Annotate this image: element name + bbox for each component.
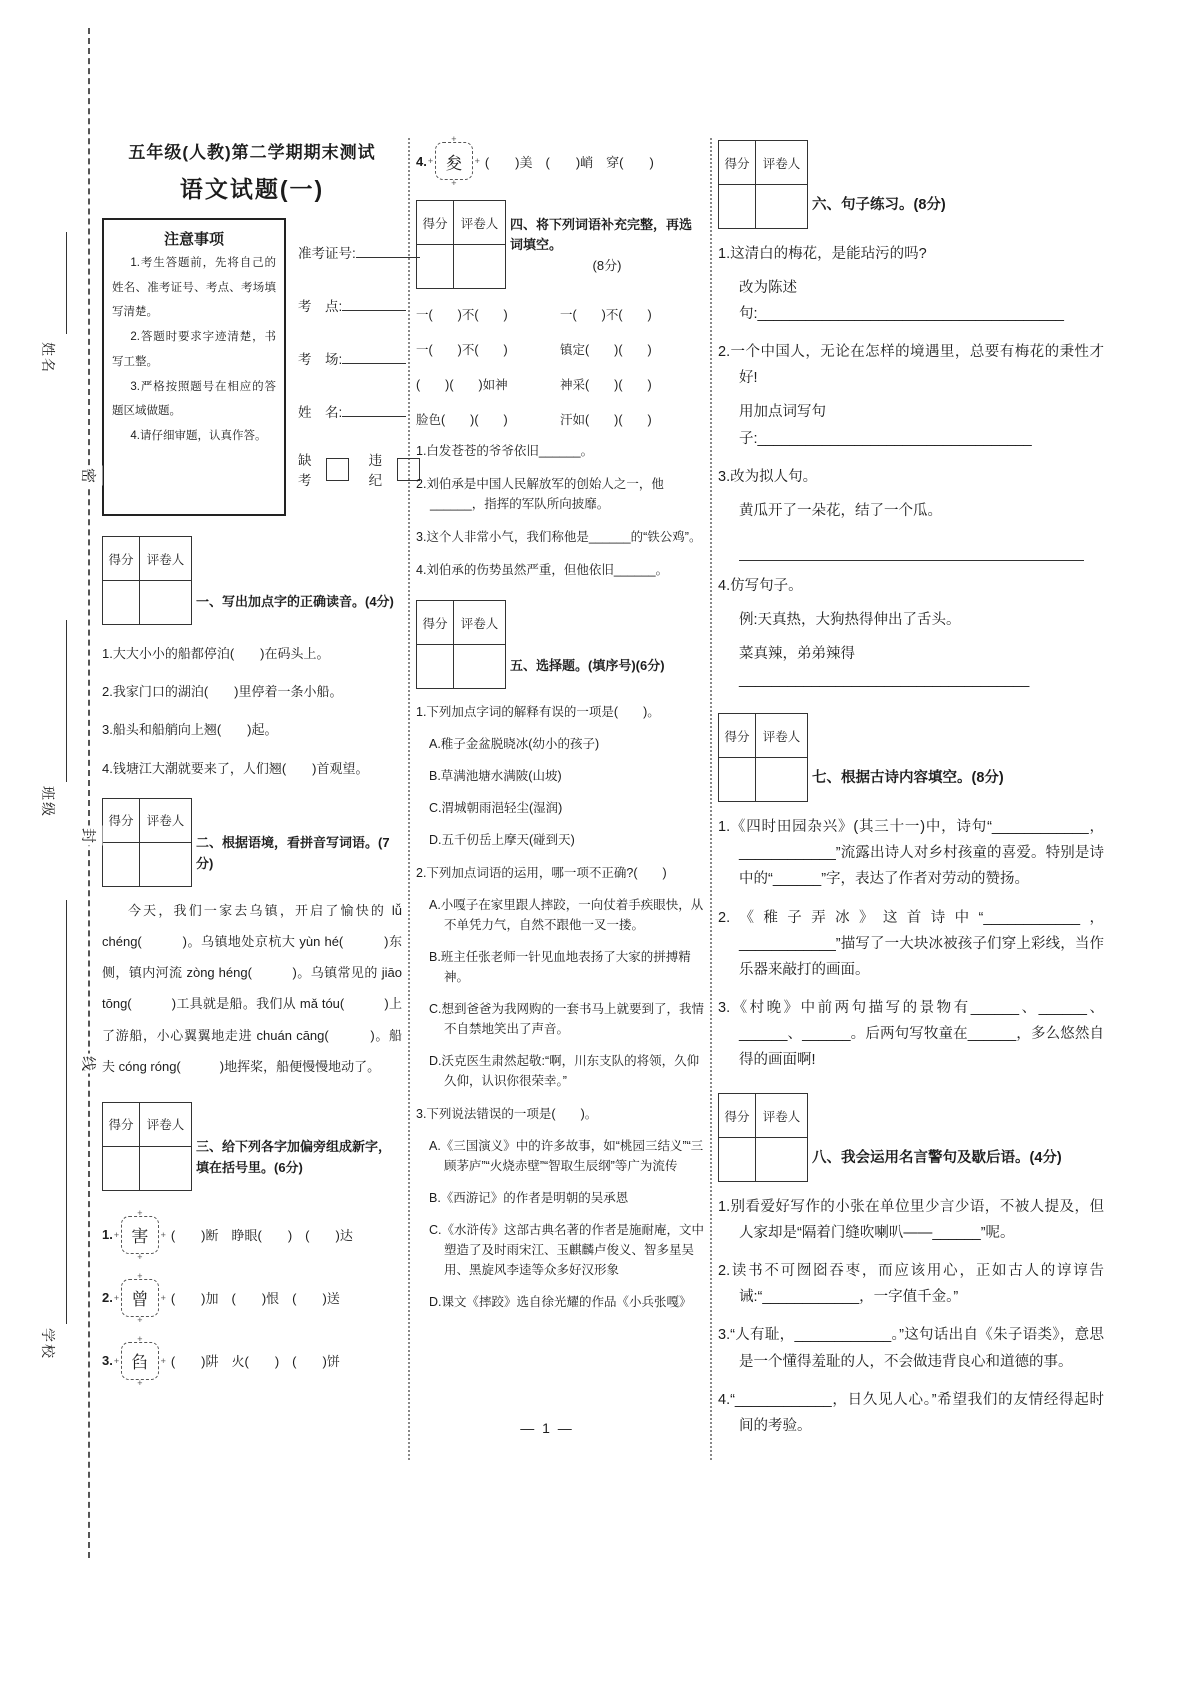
absent-checkbox <box>326 458 349 481</box>
poem-fill-item: 1.《四时田园杂兴》(其三十一)中，诗句“____________，____________”流露出诗人对乡村孩童的喜爱。特别是诗中的“______”字，表达了作者对劳动的赞扬。 <box>718 819 1104 888</box>
notice-item: 2.答题时要求字迹清楚，书写工整。 <box>112 331 276 368</box>
column-1 <box>102 138 402 1380</box>
pinyin-paragraph: 今天，我们一家去乌镇，开启了愉快的 lǚ chéng( )。乌镇地处京杭大 yùn hé( )东侧，镇内河流 zòng héng( )。乌镇常见的 jiāo tōng( )工具就是船。我们从 mǎ tóu( )上了游船，小心翼翼地走进 chuán cāng( )。船夫 cóng róng( )地挥桨，船便慢慢地动了。 <box>102 902 402 1074</box>
class-label: 班级 <box>40 786 56 818</box>
name-write-line <box>66 232 67 334</box>
grader-label: 评卷人 <box>140 537 192 581</box>
column-3 <box>718 138 1104 1439</box>
radical-item-2: 2. + 曾 + ( )加 ( )恨 ( )送 <box>102 1279 402 1317</box>
mc-option: B.《西游记》的作者是明朝的吴承恩 <box>429 1191 629 1205</box>
sentence-q4-answer: 菜真辣，弟弟辣得____________________________________ <box>739 646 1030 689</box>
answer-rule-line <box>739 560 1084 561</box>
section-3-heading: 三、给下列各字加偏旁组成新字，填在括号里。(6分) <box>196 1139 392 1176</box>
idiom-blank: 一( )不( ) <box>416 343 508 357</box>
school-write-line <box>66 900 67 1324</box>
poem-fill-item: 3.《村晚》中前两句描写的景物有______、______、______、______。后两句写牧童在______，多么悠然自得的画面啊! <box>718 999 1104 1068</box>
notice-box <box>102 218 286 516</box>
radical-item-1: 1. + 害 + ( )断 睁眼( ) ( )达 <box>102 1216 402 1254</box>
seal-char-xian: 线 <box>76 1054 103 1074</box>
character-box: + 害 + <box>121 1216 159 1254</box>
poem-fill-item: 2.《稚子弄冰》这首诗中“____________，____________”描写了一大块冰被孩子们穿上彩线，当作乐器来敲打的画面。 <box>718 909 1104 978</box>
section-8-items <box>718 1194 1104 1439</box>
section-1-header <box>102 536 402 625</box>
character-box: + 曾 + <box>121 1279 159 1317</box>
section-7-header <box>718 713 1104 802</box>
page-number: — 1 — <box>520 1420 574 1436</box>
radical-blanks: ( )阱 火( ) ( )饼 <box>170 1354 340 1370</box>
mc-option: D.课文《摔跤》选自徐光耀的作品《小兵张嘎》 <box>429 1295 692 1309</box>
site-field: 考 点: <box>298 295 420 315</box>
name-field: 姓 名: <box>298 401 420 421</box>
sentence-q3-source: 黄瓜开了一朵花，结了一个瓜。 <box>739 502 942 519</box>
section-1-heading: 一、写出加点字的正确读音。(4分) <box>196 594 394 610</box>
saying-fill-item: 1.别看爱好写作的小张在单位里少言少语，不被人提及，但人家却是“隔着门缝吹喇叭——______”呢。 <box>718 1199 1104 1242</box>
idiom-blank: 一( )不( ) <box>416 308 508 322</box>
mc-option: D.沃克医生肃然起敬:“啊，川东支队的将领，久仰久仰，认识你很荣幸。” <box>429 1054 700 1088</box>
sentence-q4-example: 例:天真热，大狗热得伸出了舌头。 <box>739 611 961 628</box>
mc-option: A.小嘎子在家里跟人摔跤，一向仗着手疾眼快，从不单凭力气，自然不跟他一叉一搂。 <box>429 898 704 932</box>
notice-title: 注意事项 <box>163 231 224 248</box>
mc-option: B.班主任张老师一针见血地表扬了大家的拼搏精神。 <box>429 950 691 984</box>
room-blank <box>342 350 406 364</box>
exam-title: 五年级(人教)第二学期期末测试 <box>128 143 376 162</box>
score-box: 得分 评卷人 <box>416 600 506 689</box>
saying-fill-item: 3.“人有耻，____________。”这句话出自《朱子语类》，意思是一个懂得羞耻的人，不会做违背良心和道德的事。 <box>718 1327 1104 1370</box>
idiom-blank: 汗如( )( ) <box>560 413 652 427</box>
mc-option: C.渭城朝雨浥轻尘(湿润) <box>429 801 563 815</box>
fill-in-line: 4.刘伯承的伤势虽然严重，但他依旧______。 <box>416 563 669 577</box>
idiom-blank: 镇定( )( ) <box>560 343 652 357</box>
notice-item: 1.考生答题前，先将自己的姓名、准考证号、考点、考场填写清楚。 <box>112 257 276 319</box>
site-blank <box>342 297 406 311</box>
mc-option: B.草满池塘水满陂(山坡) <box>429 769 562 783</box>
fill-in-line: 1.白发苍苍的爷爷依旧______。 <box>416 444 594 458</box>
section-7-heading: 七、根据古诗内容填空。(8分) <box>812 770 1004 787</box>
question-line: 4.钱塘江大潮就要来了，人们翘( )首观望。 <box>102 760 369 776</box>
section-7-items <box>718 814 1104 1073</box>
character-box: + 臽 + <box>121 1342 159 1380</box>
sentence-q2: 2.一个中国人，无论在怎样的境遇里，总要有梅花的秉性才好! <box>718 344 1104 387</box>
mc-option: A.《三国演义》中的许多故事，如“桃园三结义”“三顾茅庐”“火烧赤壁”“智取生辰纲”等广为流传 <box>429 1139 704 1173</box>
score-box: 得分 评卷人 <box>718 1093 808 1182</box>
question-line: 3.船头和船艄向上翘( )起。 <box>102 722 278 738</box>
mc-question-3-options <box>416 1136 704 1312</box>
section-3-header <box>102 1102 402 1191</box>
info-row <box>102 218 402 516</box>
idiom-grid <box>416 305 704 428</box>
section-5-heading: 五、选择题。(填序号)(6分) <box>510 658 665 674</box>
school-label: 学校 <box>40 1328 56 1360</box>
mc-question-3: 3.下列说法错误的一项是( )。 <box>416 1107 598 1121</box>
violate-label: 违纪 <box>368 453 383 488</box>
room-field: 考 场: <box>298 348 420 368</box>
fill-in-line: 2.刘伯承是中国人民解放军的创始人之一，他______，指挥的军队所向披靡。 <box>416 477 664 511</box>
notice-item: 3.严格按照题号在相应的答题区域做题。 <box>112 380 276 418</box>
section-4-points: (8分) <box>592 258 622 274</box>
saying-fill-item: 4.“____________，日久见人心。”希望我们的友情经得起时间的考验。 <box>718 1391 1104 1434</box>
mc-option: A.稚子金盆脱晓冰(幼小的孩子) <box>429 737 600 751</box>
score-cell <box>103 581 140 625</box>
seal-char-mi: 密 <box>76 466 103 486</box>
score-box: 得分 评卷人 <box>102 798 192 887</box>
sentence-q4: 4.仿写句子。 <box>718 577 803 594</box>
mc-option: D.五千仞岳上摩天(碰到天) <box>429 833 575 847</box>
mc-option: C.想到爸爸为我网购的一套书马上就要到了，我情不自禁地笑出了声音。 <box>429 1002 705 1036</box>
section-4-header <box>416 200 704 289</box>
section-4-heading: 四、将下列词语补充完整，再选词填空。 (8分) <box>510 215 704 277</box>
mc-question-2: 2.下列加点词语的运用，哪一项不正确?( ) <box>416 866 667 880</box>
section-5-header <box>416 600 704 689</box>
section-8-header <box>718 1093 1104 1182</box>
sentence-q2-answer: 用加点词写句子:__________________________________ <box>739 404 1032 447</box>
idiom-blank: 神采( )( ) <box>560 378 652 392</box>
mc-option: C.《水浒传》这部古典名著的作者是施耐庵，文中塑造了及时雨宋江、玉麒麟卢俊义、智多星吴用、黑旋风李逵等众多好汉形象 <box>429 1223 705 1277</box>
score-box: 得分 评卷人 <box>102 1102 192 1191</box>
sentence-q1: 1.这清白的梅花，是能玷污的吗? <box>718 246 927 262</box>
notice-items <box>112 251 276 449</box>
idiom-blank: 一( )不( ) <box>560 308 652 322</box>
name-label: 姓名 <box>40 342 56 374</box>
section-6-header <box>718 140 1104 229</box>
sentence-q3: 3.改为拟人句。 <box>718 468 818 485</box>
mc-question-2-options <box>416 895 704 1091</box>
radical-blanks: ( )断 睁眼( ) ( )达 <box>170 1228 353 1244</box>
class-write-line <box>66 620 67 782</box>
radical-blanks: ( )加 ( )恨 ( )送 <box>170 1291 340 1307</box>
column-separator-2 <box>710 138 712 1460</box>
section-6-heading: 六、句子练习。(8分) <box>812 196 946 213</box>
absent-violate-row <box>298 449 420 489</box>
grader-cell <box>140 581 192 625</box>
name-blank <box>342 403 406 417</box>
radical-blanks: ( )美 ( )峭 穿( ) <box>484 154 654 170</box>
absent-label: 缺考 <box>298 453 312 488</box>
score-label: 得分 <box>103 537 140 581</box>
score-box <box>102 536 192 625</box>
admission-no-field: 准考证号: <box>298 242 420 262</box>
notice-item: 4.请仔细审题，认真作答。 <box>130 430 267 443</box>
seal-char-feng: 封 <box>76 826 103 846</box>
sentence-q1-answer: 改为陈述句:______________________________________ <box>739 280 1064 323</box>
section-4-items <box>416 441 704 580</box>
fill-in-line: 3.这个人非常小气，我们称他是______的“铁公鸡”。 <box>416 530 702 544</box>
score-box: 得分 评卷人 <box>416 200 506 289</box>
question-line: 2.我家门口的湖泊( )里停着一条小船。 <box>102 684 343 700</box>
section-2-header <box>102 798 402 887</box>
saying-fill-item: 2.读书不可囫囵吞枣，而应该用心，正如古人的谆谆告诫:“____________，一字值千金。” <box>718 1263 1104 1306</box>
section-1-items <box>102 645 402 778</box>
admission-no-blank <box>356 244 420 258</box>
seal-fold-dashed-line <box>88 28 90 1558</box>
score-box: 得分 评卷人 <box>718 140 808 229</box>
mc-question-1: 1.下列加点字词的解释有误的一项是( )。 <box>416 705 660 719</box>
column-2 <box>416 138 704 1312</box>
score-box: 得分 评卷人 <box>718 713 808 802</box>
mc-question-1-options <box>416 734 704 850</box>
exam-fields <box>286 218 420 516</box>
section-2-heading: 二、根据语境，看拼音写词语。(7分) <box>196 835 390 871</box>
character-box: + 夋 + <box>435 142 473 180</box>
question-line: 1.大大小小的船都停泊( )在码头上。 <box>102 646 330 661</box>
idiom-blank: 脸色( )( ) <box>416 413 508 427</box>
exam-subtitle: 语文试题(一) <box>179 176 325 202</box>
idiom-blank: ( )( )如神 <box>416 378 508 392</box>
radical-item-3: 3. + 臽 + ( )阱 火( ) ( )饼 <box>102 1342 402 1380</box>
radical-item-4: 4. + 夋 + ( )美 ( )峭 穿( ) <box>416 142 704 180</box>
section-8-heading: 八、我会运用名言警句及歇后语。(4分) <box>812 1149 1062 1166</box>
